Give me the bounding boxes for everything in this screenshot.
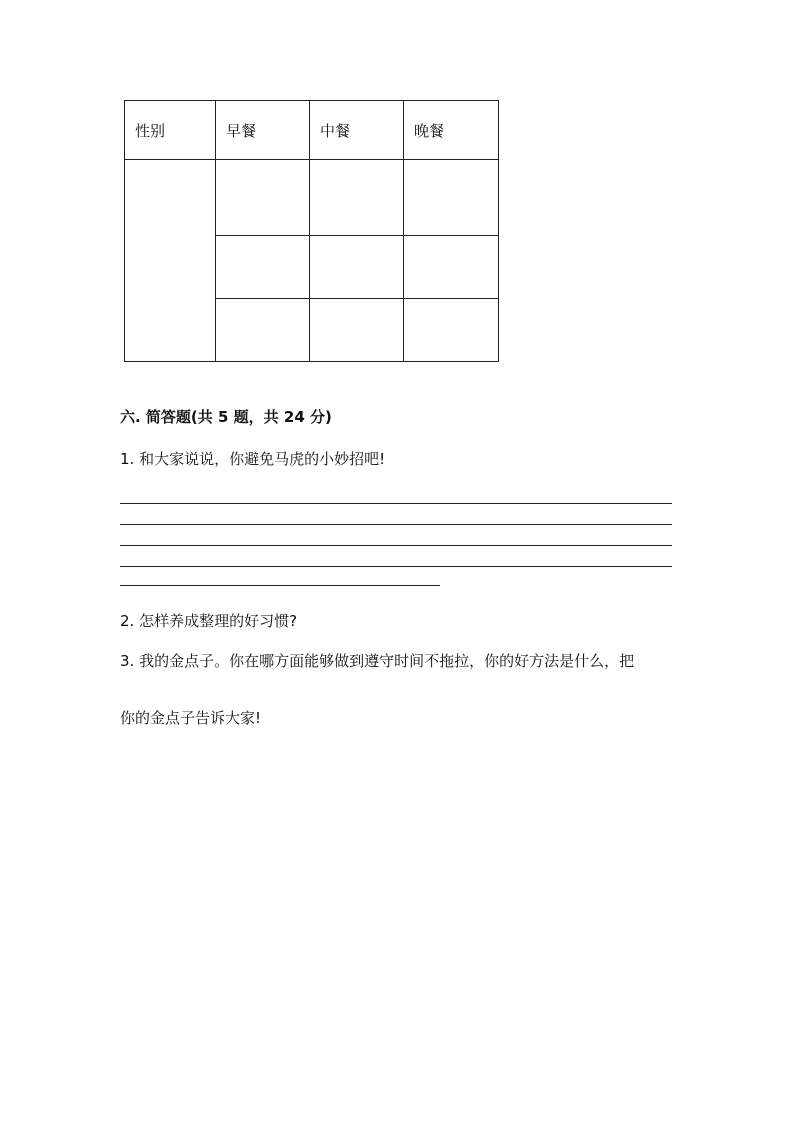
answer-line[interactable] bbox=[120, 585, 440, 586]
header-label-breakfast: 早餐 bbox=[226, 121, 257, 140]
header-label-lunch: 中餐 bbox=[320, 121, 351, 140]
table-cell bbox=[404, 160, 499, 236]
question-1: 1. 和大家说说，你避免马虎的小妙招吧! bbox=[120, 450, 386, 468]
table-cell bbox=[404, 236, 499, 299]
header-cell-breakfast bbox=[216, 101, 310, 160]
gender-cell bbox=[125, 160, 216, 362]
table-row bbox=[125, 160, 499, 236]
table-header-row bbox=[125, 101, 499, 160]
table-cell bbox=[216, 236, 310, 299]
table-cell bbox=[310, 160, 404, 236]
table-cell bbox=[310, 299, 404, 362]
header-label-dinner: 晚餐 bbox=[414, 121, 445, 140]
question-2: 2. 怎样养成整理的好习惯? bbox=[120, 612, 298, 630]
answer-line[interactable] bbox=[120, 545, 672, 546]
header-cell-dinner bbox=[404, 101, 499, 160]
table-cell bbox=[216, 299, 310, 362]
header-cell-gender bbox=[125, 101, 216, 160]
table-cell bbox=[216, 160, 310, 236]
answer-line[interactable] bbox=[120, 566, 672, 567]
table-cell bbox=[404, 299, 499, 362]
section-title: 六. 简答题(共 5 题，共 24 分) bbox=[120, 408, 332, 426]
question-3: 3. 我的金点子。你在哪方面能够做到遵守时间不拖拉，你的好方法是什么，把 bbox=[120, 652, 635, 670]
answer-line[interactable] bbox=[120, 524, 672, 525]
header-label-gender: 性别 bbox=[135, 121, 166, 140]
meal-table bbox=[124, 100, 499, 362]
question-3-continued: 你的金点子告诉大家! bbox=[120, 709, 262, 727]
answer-line[interactable] bbox=[120, 503, 672, 504]
table-cell bbox=[310, 236, 404, 299]
header-cell-lunch bbox=[310, 101, 404, 160]
